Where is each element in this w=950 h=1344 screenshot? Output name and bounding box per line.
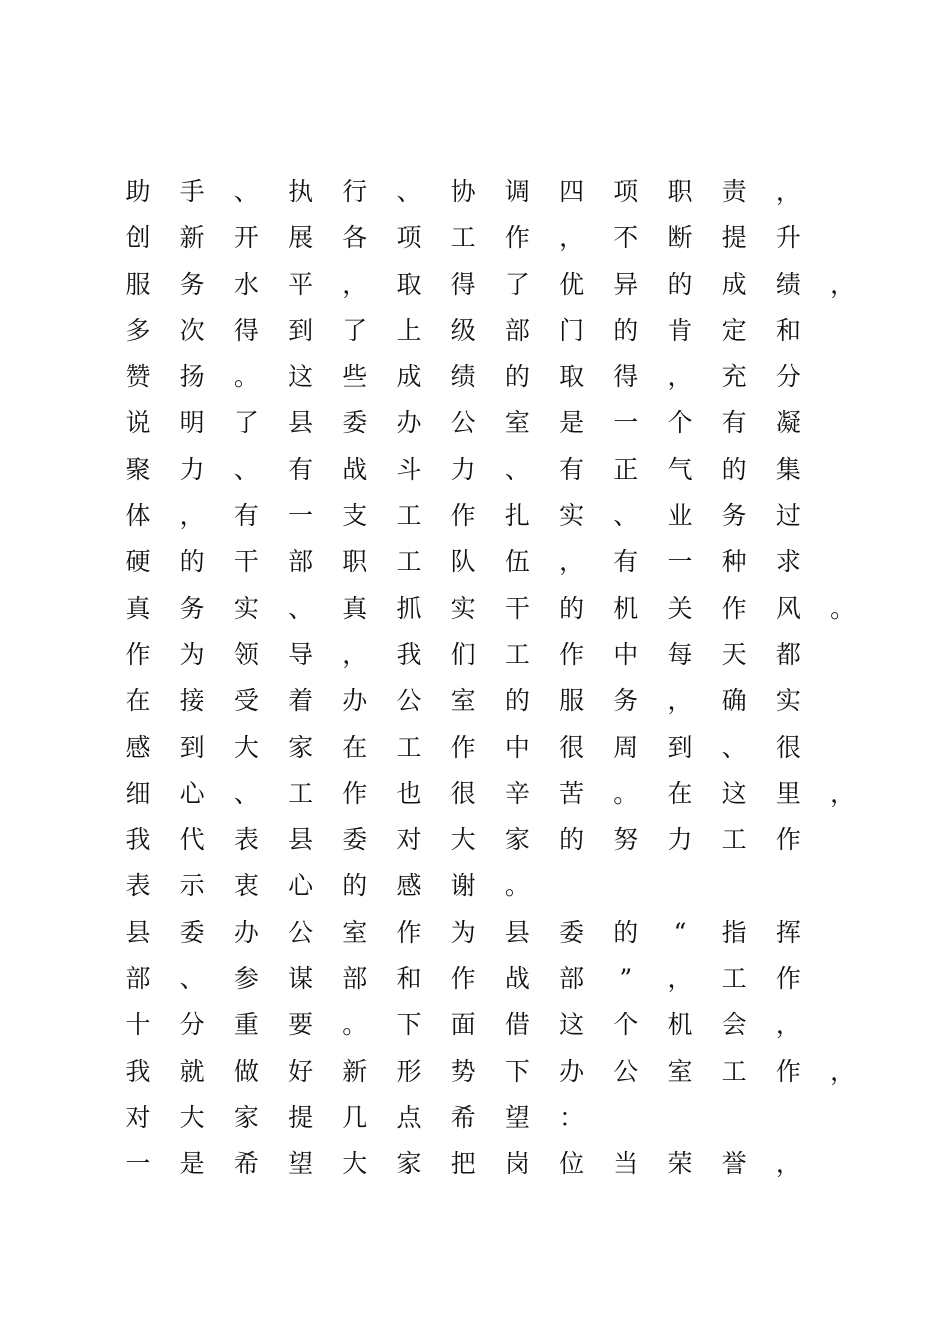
- text-char: 十: [125, 1010, 151, 1040]
- text-char: 是: [179, 1149, 205, 1179]
- text-char: 。: [830, 593, 856, 623]
- text-char: 职: [667, 177, 693, 206]
- text-char: 细: [125, 778, 151, 808]
- text-char: 很: [775, 732, 801, 762]
- text-char: 部: [125, 964, 151, 994]
- text-char: 升: [775, 223, 801, 253]
- text-char: 几: [342, 1102, 368, 1132]
- text-char: 谋: [288, 964, 314, 994]
- text-char: 一: [667, 547, 693, 577]
- text-char: ，: [667, 964, 693, 994]
- text-char: 室: [450, 686, 476, 716]
- text-char: 到: [667, 732, 693, 762]
- text-char: 和: [775, 315, 801, 345]
- text-char: 、: [613, 501, 639, 531]
- text-char: 关: [667, 593, 693, 623]
- text-char: 借: [504, 1010, 530, 1040]
- text-char: 职: [342, 547, 368, 577]
- text-char: 不: [613, 223, 639, 253]
- text-char: 的: [667, 269, 693, 299]
- text-char: 风: [775, 593, 801, 623]
- text-char: 中: [613, 639, 639, 669]
- text-char: 是: [559, 408, 585, 438]
- text-char: 了: [233, 408, 259, 438]
- text-char: 集: [775, 454, 801, 484]
- text-char: 位: [559, 1149, 585, 1179]
- text-char: 我: [125, 1056, 151, 1086]
- text-char: 说: [125, 408, 151, 438]
- text-char: 求: [775, 547, 801, 577]
- text-char: ，: [559, 547, 585, 577]
- text-char: 门: [559, 315, 585, 345]
- text-char: 。: [233, 362, 259, 392]
- text-char: 有: [288, 454, 314, 484]
- text-char: 。: [613, 778, 639, 808]
- text-char: 支: [342, 501, 368, 531]
- text-char: 为: [179, 639, 205, 669]
- text-char: 责: [721, 177, 747, 206]
- text-char: 个: [613, 1010, 639, 1040]
- text-char: 示: [179, 871, 205, 901]
- text-char: 公: [613, 1056, 639, 1086]
- text-char: 了: [504, 269, 530, 299]
- text-char: 硬: [125, 547, 151, 577]
- text-char: 谢: [450, 871, 476, 901]
- text-char: 凝: [775, 408, 801, 438]
- text-char: 室: [504, 408, 530, 438]
- text-char: 作: [775, 1056, 801, 1086]
- text-char: 家: [396, 1149, 422, 1179]
- text-char: 感: [396, 871, 422, 901]
- text-char: 公: [288, 917, 314, 947]
- text-char: 定: [721, 315, 747, 345]
- text-char: 新: [342, 1056, 368, 1086]
- text-char: 辛: [504, 778, 530, 808]
- text-char: 周: [613, 732, 639, 762]
- text-char: ，: [775, 177, 801, 206]
- text-char: 大: [342, 1149, 368, 1179]
- text-char: 希: [450, 1102, 476, 1132]
- text-char: 县: [288, 408, 314, 438]
- text-char: 、: [233, 454, 259, 484]
- text-char: 的: [559, 593, 585, 623]
- text-char: 的: [721, 454, 747, 484]
- text-char: 到: [288, 315, 314, 345]
- text-char: 干: [504, 593, 530, 623]
- text-char: 作: [125, 639, 151, 669]
- text-char: 务: [613, 686, 639, 716]
- text-char: 绩: [775, 269, 801, 299]
- text-char: 的: [504, 686, 530, 716]
- text-char: ，: [179, 501, 205, 531]
- text-char: 委: [559, 917, 585, 947]
- text-char: 机: [667, 1010, 693, 1040]
- text-char: 每: [667, 639, 693, 669]
- text-char: 作: [775, 825, 801, 855]
- text-char: 的: [504, 362, 530, 392]
- text-char: 服: [125, 269, 151, 299]
- text-char: 面: [450, 1010, 476, 1040]
- text-char: 在: [667, 778, 693, 808]
- text-char: 得: [613, 362, 639, 392]
- text-char: 气: [667, 454, 693, 484]
- text-char: 中: [504, 732, 530, 762]
- text-char: 斗: [396, 454, 422, 484]
- text-char: 作: [721, 593, 747, 623]
- text-char: 、: [721, 732, 747, 762]
- text-char: 们: [450, 639, 476, 669]
- text-char: 工: [721, 825, 747, 855]
- text-char: 委: [179, 917, 205, 947]
- text-char: 确: [721, 686, 747, 716]
- text-char: 我: [125, 825, 151, 855]
- text-char: 有: [559, 454, 585, 484]
- text-char: 、: [288, 593, 314, 623]
- text-char: 提: [721, 223, 747, 253]
- text-char: 务: [179, 269, 205, 299]
- text-char: 水: [233, 269, 259, 299]
- text-char: 家: [288, 732, 314, 762]
- text-char: 办: [342, 686, 368, 716]
- text-char: 很: [450, 778, 476, 808]
- text-char: 作: [396, 917, 422, 947]
- text-char: 抓: [396, 593, 422, 623]
- text-char: 形: [396, 1056, 422, 1086]
- text-char: 战: [342, 454, 368, 484]
- text-char: 绩: [450, 362, 476, 392]
- text-char: 行: [342, 177, 368, 206]
- text-char: 级: [450, 315, 476, 345]
- text-char: 下: [504, 1056, 530, 1086]
- text-char: 、: [233, 778, 259, 808]
- text-char: 挥: [775, 917, 801, 947]
- text-char: 作: [504, 223, 530, 253]
- text-char: 多: [125, 315, 151, 345]
- text-char: 县: [125, 917, 151, 947]
- text-char: 力: [450, 454, 476, 484]
- text-char: 的: [613, 315, 639, 345]
- text-char: 实: [775, 686, 801, 716]
- text-char: 室: [342, 917, 368, 947]
- text-char: 、: [233, 177, 259, 206]
- text-char: 聚: [125, 454, 151, 484]
- text-char: ，: [342, 639, 368, 669]
- text-char: 望: [288, 1149, 314, 1179]
- text-char: 四: [559, 177, 585, 206]
- text-char: 肯: [667, 315, 693, 345]
- text-char: 会: [721, 1010, 747, 1040]
- text-char: 岗: [504, 1149, 530, 1179]
- text-char: 个: [667, 408, 693, 438]
- text-char: 实: [233, 593, 259, 623]
- text-char: ，: [775, 1010, 801, 1040]
- text-char: 也: [396, 778, 422, 808]
- text-char: 这: [288, 362, 314, 392]
- text-char: 务: [721, 501, 747, 531]
- text-char: 对: [396, 825, 422, 855]
- text-char: 表: [233, 825, 259, 855]
- text-char: 分: [775, 362, 801, 392]
- text-char: 为: [450, 917, 476, 947]
- text-char: ，: [775, 1149, 801, 1179]
- text-char: 的: [613, 917, 639, 947]
- text-char: 家: [233, 1102, 259, 1132]
- text-char: 受: [233, 686, 259, 716]
- text-char: 代: [179, 825, 205, 855]
- text-char: 工: [721, 1056, 747, 1086]
- text-char: 工: [721, 964, 747, 994]
- text-char: 感: [125, 732, 151, 762]
- text-char: 工: [396, 547, 422, 577]
- text-char: ，: [667, 362, 693, 392]
- text-char: 领: [233, 639, 259, 669]
- text-char: 到: [179, 732, 205, 762]
- text-char: 平: [288, 269, 314, 299]
- text-char: 。: [504, 871, 530, 901]
- text-char: 心: [288, 871, 314, 901]
- text-char: 办: [396, 408, 422, 438]
- text-char: 大: [179, 1102, 205, 1132]
- text-char: 赞: [125, 362, 151, 392]
- text-char: 一: [613, 408, 639, 438]
- text-char: 就: [179, 1056, 205, 1086]
- text-char: 部: [504, 315, 530, 345]
- text-char: 对: [125, 1102, 151, 1132]
- text-char: 助: [125, 177, 151, 206]
- text-char: 当: [613, 1149, 639, 1179]
- text-char: 调: [504, 177, 530, 206]
- text-char: 优: [559, 269, 585, 299]
- text-char: 势: [450, 1056, 476, 1086]
- text-char: 表: [125, 871, 151, 901]
- text-char: ，: [830, 778, 856, 808]
- text-char: 开: [233, 223, 259, 253]
- text-char: 力: [179, 454, 205, 484]
- text-char: ：: [559, 1102, 585, 1132]
- text-char: 作: [775, 964, 801, 994]
- text-char: 次: [179, 315, 205, 345]
- text-char: “: [673, 917, 687, 947]
- text-char: 大: [450, 825, 476, 855]
- text-char: 希: [233, 1149, 259, 1179]
- text-char: 委: [342, 825, 368, 855]
- text-char: 工: [396, 732, 422, 762]
- text-char: ，: [559, 223, 585, 253]
- text-char: ，: [830, 1056, 856, 1086]
- text-char: 队: [450, 547, 476, 577]
- text-char: 体: [125, 501, 151, 531]
- text-char: 真: [125, 593, 151, 623]
- text-char: 有: [721, 408, 747, 438]
- text-char: 、: [504, 454, 530, 484]
- text-char: 衷: [233, 871, 259, 901]
- text-char: 重: [233, 1010, 259, 1040]
- text-char: 分: [179, 1010, 205, 1040]
- text-char: 办: [559, 1056, 585, 1086]
- text-char: 、: [396, 177, 422, 206]
- text-char: 导: [288, 639, 314, 669]
- text-char: 一: [125, 1149, 151, 1179]
- text-char: 在: [342, 732, 368, 762]
- text-char: 着: [288, 686, 314, 716]
- text-char: 室: [667, 1056, 693, 1086]
- text-char: 望: [504, 1102, 530, 1132]
- text-char: 了: [342, 315, 368, 345]
- text-char: 指: [721, 917, 747, 947]
- text-char: 上: [396, 315, 422, 345]
- text-char: 些: [342, 362, 368, 392]
- text-char: 家: [504, 825, 530, 855]
- text-char: 手: [179, 177, 205, 206]
- text-char: 伍: [504, 547, 530, 577]
- text-char: 明: [179, 408, 205, 438]
- text-char: 里: [775, 778, 801, 808]
- text-char: 有: [233, 501, 259, 531]
- text-char: 下: [396, 1010, 422, 1040]
- text-char: 心: [179, 778, 205, 808]
- text-char: 一: [288, 501, 314, 531]
- text-char: 务: [179, 593, 205, 623]
- text-char: 的: [179, 547, 205, 577]
- text-char: 过: [775, 501, 801, 531]
- text-char: 部: [288, 547, 314, 577]
- text-char: 的: [559, 825, 585, 855]
- text-char: 协: [450, 177, 476, 206]
- text-char: 部: [559, 964, 585, 994]
- text-char: 作: [450, 964, 476, 994]
- text-char: 、: [179, 964, 205, 994]
- text-char: 提: [288, 1102, 314, 1132]
- text-char: 大: [233, 732, 259, 762]
- text-char: 要: [288, 1010, 314, 1040]
- text-char: 真: [342, 593, 368, 623]
- text-char: 工: [396, 501, 422, 531]
- text-char: 我: [396, 639, 422, 669]
- text-char: 正: [613, 454, 639, 484]
- text-char: 的: [342, 871, 368, 901]
- text-char: 扬: [179, 362, 205, 392]
- text-char: 展: [288, 223, 314, 253]
- text-char: 这: [721, 778, 747, 808]
- text-char: 参: [233, 964, 259, 994]
- text-char: ，: [667, 686, 693, 716]
- text-char: 实: [559, 501, 585, 531]
- text-char: 取: [559, 362, 585, 392]
- text-char: 得: [450, 269, 476, 299]
- text-char: 办: [233, 917, 259, 947]
- text-char: 县: [288, 825, 314, 855]
- text-char: 有: [613, 547, 639, 577]
- text-char: 战: [504, 964, 530, 994]
- text-char: 干: [233, 547, 259, 577]
- text-char: 在: [125, 686, 151, 716]
- text-char: 做: [233, 1056, 259, 1086]
- text-char: 工: [288, 778, 314, 808]
- text-char: 委: [342, 408, 368, 438]
- text-char: 创: [125, 223, 151, 253]
- text-char: 作: [450, 732, 476, 762]
- text-char: 工: [504, 639, 530, 669]
- text-char: 公: [450, 408, 476, 438]
- text-char: 各: [342, 223, 368, 253]
- text-char: 执: [288, 177, 314, 206]
- text-char: 业: [667, 501, 693, 531]
- text-char: 工: [450, 223, 476, 253]
- text-char: 这: [559, 1010, 585, 1040]
- text-char: 成: [396, 362, 422, 392]
- text-char: 断: [667, 223, 693, 253]
- text-char: 力: [667, 825, 693, 855]
- text-char: ，: [342, 269, 368, 299]
- text-char: 很: [559, 732, 585, 762]
- text-char: 都: [775, 639, 801, 669]
- text-char: 成: [721, 269, 747, 299]
- text-char: 苦: [559, 778, 585, 808]
- text-char: 作: [559, 639, 585, 669]
- text-char: 把: [450, 1149, 476, 1179]
- text-char: 接: [179, 686, 205, 716]
- text-char: 服: [559, 686, 585, 716]
- text-char: 作: [450, 501, 476, 531]
- text-char: 得: [233, 315, 259, 345]
- text-char: 部: [342, 964, 368, 994]
- text-char: 公: [396, 686, 422, 716]
- text-char: ，: [830, 269, 856, 299]
- text-char: 项: [396, 223, 422, 253]
- text-char: 誉: [721, 1149, 747, 1179]
- text-char: 和: [396, 964, 422, 994]
- text-char: 好: [288, 1056, 314, 1086]
- text-char: 努: [613, 825, 639, 855]
- text-char: 新: [179, 223, 205, 253]
- text-char: 实: [450, 593, 476, 623]
- text-char: 。: [342, 1010, 368, 1040]
- text-char: 种: [721, 547, 747, 577]
- text-char: 充: [721, 362, 747, 392]
- text-char: 项: [613, 177, 639, 206]
- text-char: ”: [619, 964, 633, 994]
- text-char: 作: [342, 778, 368, 808]
- text-char: 取: [396, 269, 422, 299]
- text-char: 县: [504, 917, 530, 947]
- text-char: 荣: [667, 1149, 693, 1179]
- text-char: 机: [613, 593, 639, 623]
- text-char: 异: [613, 269, 639, 299]
- text-char: 点: [396, 1102, 422, 1132]
- text-char: 天: [721, 639, 747, 669]
- text-char: 扎: [504, 501, 530, 531]
